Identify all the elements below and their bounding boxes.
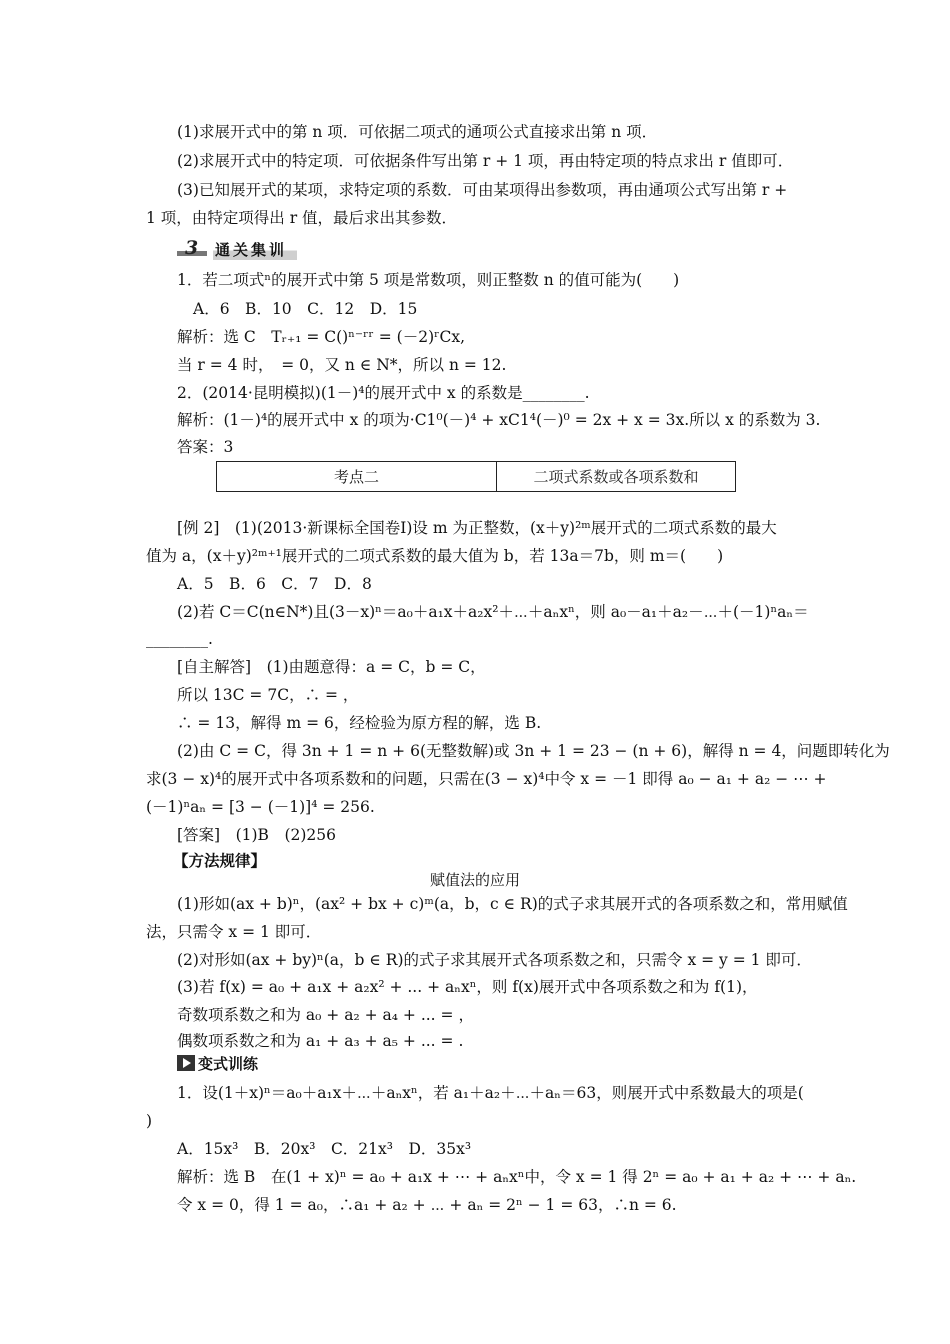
solution-line-5: 求(3 − x)⁴的展开式中各项系数和的问题，只需在(3 − x)⁴中令 x = －1 即得 a₀ − a₁ + a₂ − ⋯ +: [146, 770, 827, 788]
play-icon: [177, 1055, 195, 1071]
solution-line-6: (－1)ⁿaₙ = [3 − (－1)]⁴ = 256.: [146, 798, 375, 816]
method-line-5: 奇数项系数之和为 a₀ + a₂ + a₄ + ... = ，: [177, 1006, 474, 1024]
method-line-6: 偶数项系数之和为 a₁ + a₃ + a₅ + ... = .: [177, 1032, 464, 1050]
section-number: 3: [185, 237, 199, 259]
intro-line-2: (2)求展开式中的特定项．可依据条件写出第 r + 1 项，再由特定项的特点求出 r 值即可．: [177, 152, 794, 170]
solution-answer: [答案] (1)B (2)256: [177, 826, 336, 844]
kaodian-table: [216, 461, 736, 492]
solution-line-1: [自主解答] (1)由题意得：a = C，b = C，: [177, 658, 486, 676]
method-header: 【方法规律】: [173, 852, 267, 870]
solution-line-3: ∴ = 13，解得 m = 6，经检验为原方程的解，选 B.: [177, 714, 542, 732]
bianshi-solution-2: 令 x = 0，得 1 = a₀，∴a₁ + a₂ + ⋯ + aₙ = 2ⁿ − 1 = 63，∴n = 6.: [177, 1196, 677, 1214]
kaodian-label: 考点二: [217, 462, 497, 491]
q1-stem: 1．若二项式ⁿ的展开式中第 5 项是常数项，则正整数 n 的值可能为( ): [177, 271, 680, 289]
method-line-3: (2)对形如(ax + by)ⁿ(a，b ∈ R)的式子求其展开式各项系数之和，只需令 x = y = 1 即可．: [177, 951, 812, 969]
section-title: 通关集训: [213, 239, 297, 260]
example2-line-4: (2)若 C＝C(n∈N*)且(3－x)ⁿ＝a₀＋a₁x＋a₂x²＋⋯＋aₙxⁿ，则 a₀－a₁＋a₂－⋯＋(－1)ⁿaₙ＝: [177, 603, 809, 621]
bianshi-title: 变式训练: [198, 1054, 259, 1073]
q2-solution: 解析：(1－)⁴的展开式中 x 的项为·C1⁰(－)⁴ + xC1⁴(－)⁰ = 2x + x = 3x.所以 x 的系数为 3.: [177, 411, 821, 429]
kaodian-topic: 二项式系数或各项系数和: [533, 468, 699, 486]
section-header: [177, 239, 297, 259]
example2-line-3: A．5 B．6 C．7 D．8: [177, 575, 372, 593]
method-line-4: (3)若 f(x) = a₀ + a₁x + a₂x² + ... + aₙxⁿ，则 f(x)展开式中各项系数之和为 f(1)，: [177, 978, 758, 996]
method-line-1: (1)形如(ax + b)ⁿ，(ax² + bx + c)ᵐ(a，b，c ∈ R)的式子求其展开式的各项系数之和，常用赋值: [177, 895, 848, 913]
q2-answer: 答案：3: [177, 438, 234, 456]
bianshi-q1: 1．设(1＋x)ⁿ＝a₀＋a₁x＋⋯＋aₙxⁿ，若 a₁＋a₂＋⋯＋aₙ＝63，则展开式中系数最大的项是(: [177, 1084, 804, 1102]
method-title: 赋值法的应用: [429, 871, 520, 889]
intro-line-3: (3)已知展开式的某项，求特定项的系数．可由某项得出参数项，再由通项公式写出第 r +: [177, 181, 788, 199]
bianshi-header: [177, 1053, 258, 1073]
q1-solution-1: 解析：选 C Tᵣ₊₁ = C()ⁿ⁻ʳʳ = (－2)ʳCx,: [177, 328, 466, 346]
intro-line-1: (1)求展开式中的第 n 项．可依据二项式的通项公式直接求出第 n 项．: [177, 123, 658, 141]
bianshi-q1-paren: ): [146, 1112, 153, 1130]
intro-line-4: 1 项，由特定项得出 r 值，最后求出其参数．: [146, 209, 458, 227]
q1-options: A．6 B．10 C．12 D．15: [193, 300, 418, 318]
example2-line-1: [例 2] (1)(2013·新课标全国卷Ⅰ)设 m 为正整数，(x＋y)²ᵐ展开式的二项式系数的最大: [177, 519, 777, 537]
example2-line-2: 值为 a，(x＋y)²ᵐ⁺¹展开式的二项式系数的最大值为 b，若 13a＝7b，则 m＝( ): [146, 547, 724, 565]
solution-line-2: 所以 13C = 7C，∴ = ，: [177, 686, 359, 704]
bianshi-options: A．15x³ B．20x³ C．21x³ D．35x³: [177, 1140, 472, 1158]
method-line-2: 法，只需令 x = 1 即可．: [146, 923, 322, 941]
bianshi-solution-1: 解析：选 B 在(1 + x)ⁿ = a₀ + a₁x + ⋯ + aₙxⁿ中，令 x = 1 得 2ⁿ = a₀ + a₁ + a₂ + ⋯ + aₙ.: [177, 1168, 857, 1186]
solution-line-4: (2)由 C = C，得 3n + 1 = n + 6(无整数解)或 3n + 1 = 23 − (n + 6)，解得 n = 4，问题即转化为: [177, 742, 890, 760]
q1-solution-2: 当 r = 4 时， = 0，又 n ∈ N*，所以 n = 12.: [177, 356, 507, 374]
section-badge: [177, 239, 207, 259]
example2-line-5: ________.: [146, 630, 213, 648]
q2-stem: 2．(2014·昆明模拟)(1－)⁴的展开式中 x 的系数是________.: [177, 384, 590, 402]
